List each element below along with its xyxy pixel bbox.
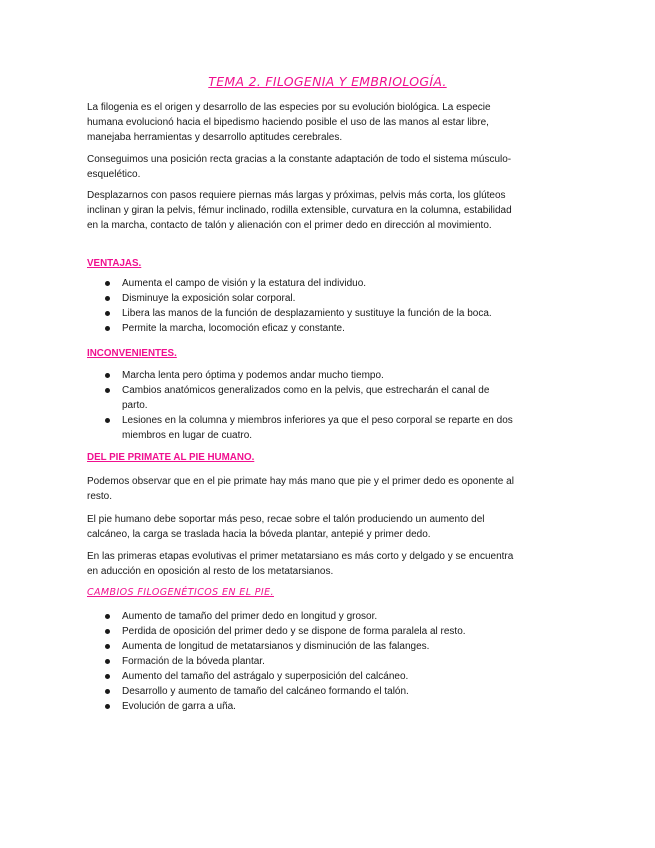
page-title: TEMA 2. FILOGENIA Y EMBRIOLOGÍA. <box>208 74 447 89</box>
bullet-icon <box>105 326 110 331</box>
inconvenientes-list <box>87 368 517 443</box>
bullet-icon <box>105 281 110 286</box>
list-item: Libera las manos de la función de desplazamiento y sustituye la función de la boca. <box>87 306 517 321</box>
bullet-icon <box>105 704 110 709</box>
list-item: Disminuye la exposición solar corporal. <box>87 291 517 306</box>
bullet-icon <box>105 659 110 664</box>
pie-heading: DEL PIE PRIMATE AL PIE HUMANO. <box>87 452 255 463</box>
list-item: Cambios anatómicos generalizados como en la pelvis, que estrecharán el canal de parto. <box>87 383 517 413</box>
bullet-icon <box>105 373 110 378</box>
list-item: Aumenta de longitud de metatarsianos y disminución de las falanges. <box>87 639 517 654</box>
pie-paragraph-2: El pie humano debe soportar más peso, recae sobre el talón produciendo un aumento del calcáneo, la carga se traslada hacia la bóveda plantar, antepié y primer dedo. <box>87 514 485 540</box>
list-item: Formación de la bóveda plantar. <box>87 654 517 669</box>
list-item: Permite la marcha, locomoción eficaz y constante. <box>87 321 517 336</box>
list-item: Aumenta el campo de visión y la estatura del individuo. <box>87 276 517 291</box>
list-item: Lesiones en la columna y miembros inferiores ya que el peso corporal se reparte en dos miembros en lugar de cuatro. <box>87 413 517 443</box>
intro-paragraph: La filogenia es el origen y desarrollo de las especies por su evolución biológica. La especie humana evolucionó hacia el bipedismo haciendo posible el uso de las manos al estar libre, manejaba herramientas y desarrollo aptitudes cerebrales. <box>87 102 491 143</box>
cambios-list <box>87 609 517 714</box>
list-item: Desarrollo y aumento de tamaño del calcáneo formando el talón. <box>87 684 517 699</box>
list-item: Aumento de tamaño del primer dedo en longitud y grosor. <box>87 609 517 624</box>
list-item: Marcha lenta pero óptima y podemos andar mucho tiempo. <box>87 368 517 383</box>
pie-paragraph-3: En las primeras etapas evolutivas el primer metatarsiano es más corto y delgado y se encuentra en aducción en oposición al resto de los metatarsianos. <box>87 551 514 577</box>
inconvenientes-heading: INCONVENIENTES. <box>87 348 177 359</box>
ventajas-heading: VENTAJAS. <box>87 258 142 269</box>
cambios-heading: CAMBIOS FILOGENÉTICOS EN EL PIE. <box>87 587 274 598</box>
bullet-icon <box>105 388 110 393</box>
list-item: Perdida de oposición del primer dedo y se dispone de forma paralela al resto. <box>87 624 517 639</box>
bullet-icon <box>105 629 110 634</box>
displacement-paragraph: Desplazarnos con pasos requiere piernas más largas y próximas, pelvis más corta, los glúteos inclinan y giran la pelvis, fémur inclinado, rodilla extensible, curvatura en la columna, estabilidad en la marcha, contacto de talón y alienación con el primer dedo en dirección al movimiento. <box>87 190 512 231</box>
bullet-icon <box>105 674 110 679</box>
bullet-icon <box>105 311 110 316</box>
list-item: Aumento del tamaño del astrágalo y superposición del calcáneo. <box>87 669 517 684</box>
posture-paragraph: Conseguimos una posición recta gracias a la constante adaptación de todo el sistema músculo-esquelético. <box>87 154 512 180</box>
bullet-icon <box>105 644 110 649</box>
ventajas-list <box>87 276 517 336</box>
bullet-icon <box>105 689 110 694</box>
bullet-icon <box>105 614 110 619</box>
pie-paragraph-1: Podemos observar que en el pie primate hay más mano que pie y el primer dedo es oponente al resto. <box>87 476 514 502</box>
bullet-icon <box>105 418 110 423</box>
list-item: Evolución de garra a uña. <box>87 699 517 714</box>
bullet-icon <box>105 296 110 301</box>
